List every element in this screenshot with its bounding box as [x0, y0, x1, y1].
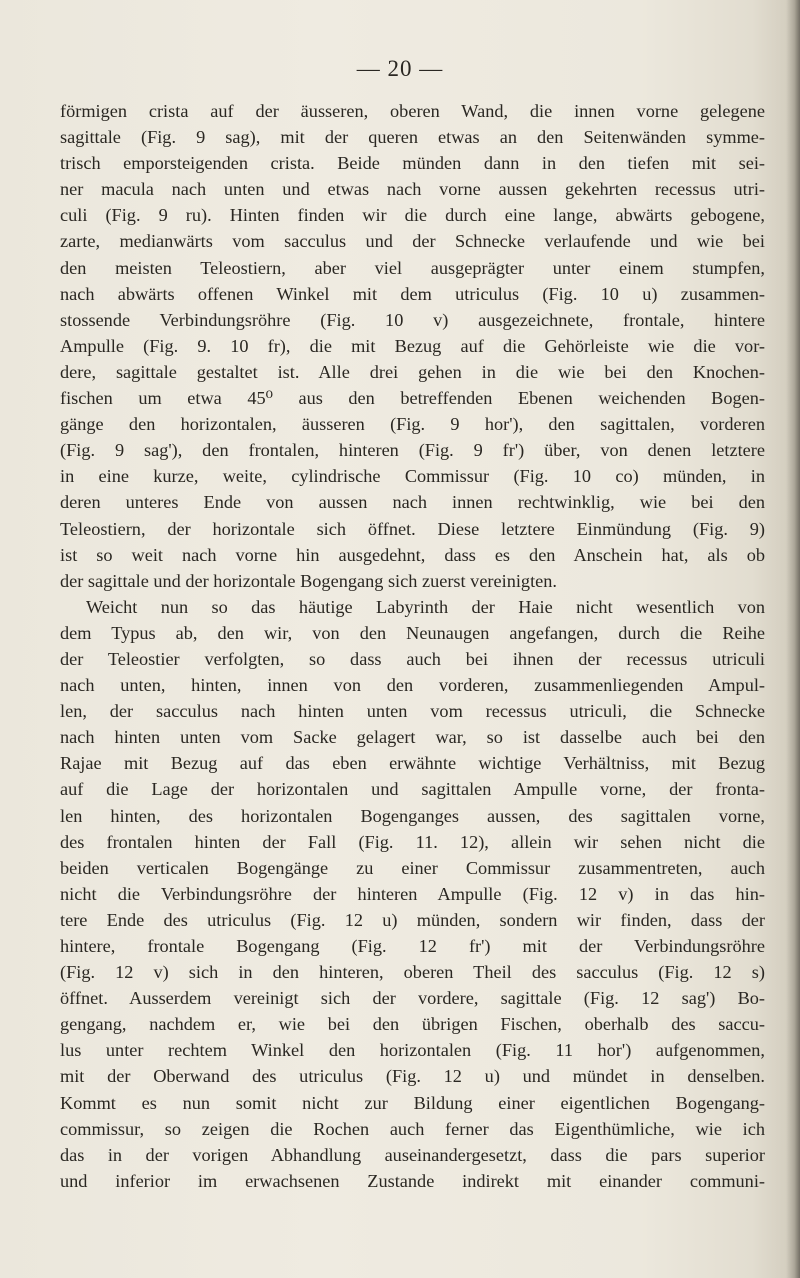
text-line: des frontalen hinten der Fall (Fig. 11. 12), allein wir sehen nicht die	[60, 831, 765, 852]
text-line: Teleostiern, der horizontale sich öffnet. Diese letztere Einmündung (Fig. 9)	[60, 518, 765, 539]
text-line: hintere, frontale Bogengang (Fig. 12 fr') mit der Verbindungsröhre	[60, 936, 765, 956]
text-line: und inferior im erwachsenen Zustande indirekt mit einander communi-	[60, 1170, 765, 1191]
text-line: ner macula nach unten und etwas nach vorne aussen gekehrten recessus utri-	[60, 179, 765, 200]
text-line: in eine kurze, weite, cylindrische Commissur (Fig. 10 co) münden, in	[60, 466, 765, 487]
text-line: culi (Fig. 9 ru). Hinten finden wir die durch eine lange, abwärts gebogene,	[60, 205, 765, 226]
page-number: — 20 —	[356, 56, 444, 81]
text-line: fischen um etwa 45⁰ aus den betreffenden Ebenen weichenden Bogen-	[60, 388, 765, 409]
text-line: gengang, nachdem er, wie bei den übrigen Fischen, oberhalb des saccu-	[60, 1014, 765, 1035]
text-line: auf die Lage der horizontalen und sagittalen Ampulle vorne, der fronta-	[60, 779, 765, 800]
text-line: zarte, medianwärts vom sacculus und der Schnecke verlaufende und wie bei	[60, 231, 765, 252]
text-line: dem Typus ab, den wir, von den Neunaugen angefangen, durch die Reihe	[60, 622, 765, 643]
body-text	[60, 98, 765, 1194]
text-line: Ampulle (Fig. 9. 10 fr), die mit Bezug auf die Gehörleiste wie die vor-	[60, 335, 765, 356]
text-line: len hinten, des horizontalen Bogenganges aussen, des sagittalen vorne,	[60, 805, 765, 826]
text-line: das in der vorigen Abhandlung auseinandergesetzt, dass die pars superior	[60, 1144, 765, 1165]
text-line: der sagittale und der horizontale Bogengang sich zuerst vereinigten.	[60, 570, 557, 591]
text-line: ist so weit nach vorne hin ausgedehnt, dass es den Anschein hat, als ob	[60, 544, 765, 565]
text-line: Rajae mit Bezug auf das eben erwähnte wichtige Verhältniss, mit Bezug	[60, 753, 765, 774]
text-line: nicht die Verbindungsröhre der hinteren Ampulle (Fig. 12 v) in das hin-	[60, 883, 765, 904]
text-line: trisch emporsteigenden crista. Beide münden dann in den tiefen mit sei-	[60, 153, 765, 174]
text-line: commissur, so zeigen die Rochen auch ferner das Eigenthümliche, wie ich	[60, 1118, 765, 1139]
text-line: (Fig. 9 sag'), den frontalen, hinteren (Fig. 9 fr') über, von denen letztere	[60, 440, 765, 461]
text-line: förmigen crista auf der äusseren, oberen Wand, die innen vorne gelegene	[60, 101, 765, 121]
text-line: Weicht nun so das häutige Labyrinth der Haie nicht wesentlich von	[86, 596, 765, 617]
text-line: mit der Oberwand des utriculus (Fig. 12 u) und mündet in denselben.	[60, 1066, 765, 1087]
text-line: tere Ende des utriculus (Fig. 12 u) münden, sondern wir finden, dass der	[60, 909, 765, 930]
text-line: Kommt es nun somit nicht zur Bildung einer eigentlichen Bogengang-	[60, 1092, 765, 1113]
text-line: dere, sagittale gestaltet ist. Alle drei gehen in die wie bei den Knochen-	[60, 361, 765, 382]
text-line: deren unteres Ende von aussen nach innen rechtwinklig, wie bei den	[60, 492, 765, 513]
text-line: sagittale (Fig. 9 sag), mit der queren etwas an den Seitenwänden symme-	[60, 127, 765, 148]
text-line: der Teleostier verfolgten, so dass auch bei ihnen der recessus utriculi	[60, 648, 765, 669]
text-line: nach abwärts offenen Winkel mit dem utriculus (Fig. 10 u) zusammen-	[60, 283, 765, 304]
text-line: len, der sacculus nach hinten unten vom recessus utriculi, die Schnecke	[60, 701, 765, 722]
text-line: stossende Verbindungsröhre (Fig. 10 v) ausgezeichnete, frontale, hintere	[60, 309, 765, 330]
text-line: gänge den horizontalen, äusseren (Fig. 9 hor'), den sagittalen, vorderen	[60, 414, 765, 435]
text-line: nach hinten unten vom Sacke gelagert war, so ist dasselbe auch bei den	[60, 727, 765, 748]
text-line: beiden verticalen Bogengänge zu einer Commissur zusammentreten, auch	[60, 857, 765, 878]
text-line: lus unter rechtem Winkel den horizontalen (Fig. 11 hor') aufgenommen,	[60, 1040, 765, 1061]
text-line: (Fig. 12 v) sich in den hinteren, oberen Theil des sacculus (Fig. 12 s)	[60, 962, 765, 983]
text-line: den meisten Teleostiern, aber viel ausgeprägter unter einem stumpfen,	[60, 257, 765, 278]
text-line: nach unten, hinten, innen von den vorderen, zusammenliegenden Ampul-	[60, 675, 765, 696]
text-line: öffnet. Ausserdem vereinigt sich der vordere, sagittale (Fig. 12 sag') Bo-	[60, 988, 765, 1009]
page-edge-shadow	[786, 0, 800, 1278]
